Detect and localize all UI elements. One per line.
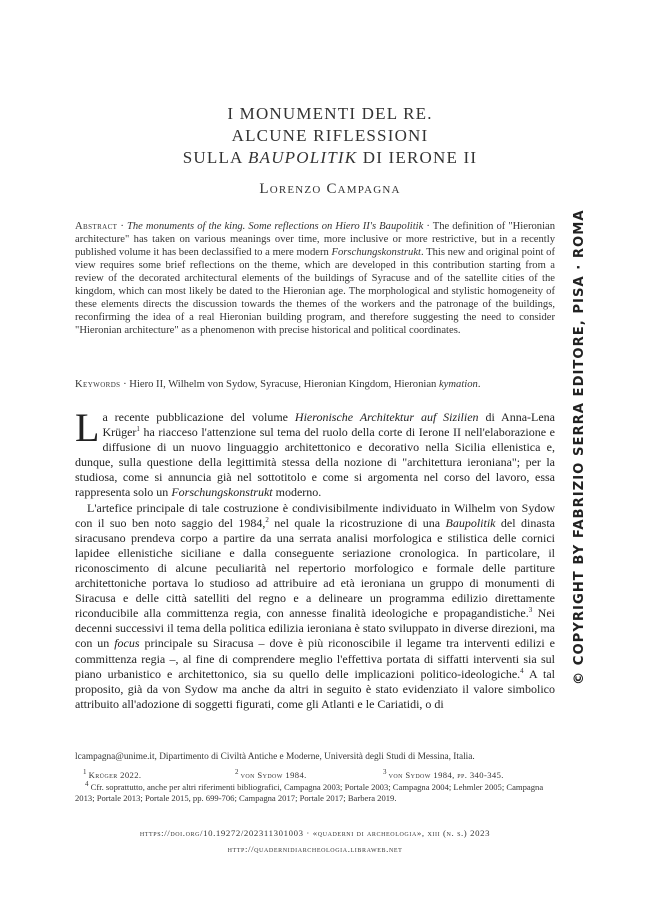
keywords-label: Keywords bbox=[75, 379, 121, 390]
footnote-ref-1[interactable]: 1 bbox=[136, 425, 140, 434]
p2-italic-2: focus bbox=[114, 636, 140, 651]
p2-text-d: Nei decenni successivi il tema della politica edilizia ieroniana è stato sviluppato in diverse direzioni, ma con un bbox=[75, 606, 555, 651]
abstract-label: Abstract bbox=[75, 221, 118, 232]
footnote-ref-3[interactable]: 3 bbox=[528, 606, 533, 615]
doi-footer: https://doi.org/10.19272/202311301003 · «quaderni di archeologia», xiii (n. s.) 2023 bbox=[139, 828, 491, 838]
drop-cap: L bbox=[75, 405, 100, 450]
footnote-ref-4[interactable]: 4 bbox=[520, 666, 524, 675]
author-name: Lorenzo Campagna bbox=[259, 181, 401, 197]
article-body bbox=[75, 405, 555, 712]
p2-italic-1: Baupolitik bbox=[445, 515, 496, 530]
footnote-3 bbox=[383, 770, 504, 781]
paragraph-1 bbox=[75, 405, 555, 501]
keywords-text: · Hiero II, Wilhelm von Sydow, Syracuse, Hieronian Kingdom, Hieronian bbox=[120, 379, 439, 390]
journal-url-footer: http://quadernidiarcheologia.libraweb.net bbox=[227, 844, 403, 854]
abstract-text-b: . This new and original point of view requires some brief reflections on the theme, which are developed in this contribution starting from a review of the decorated architectural elements of the buildings of Syracuse and of the satellite cities of the kingdom, which can most likely be dated to the Hieronian age. The morphological and stylistic homogeneity of these elements directs the discussion towards the themes of the workers and the patronage of the buildings, reconfirming the idea of a real Hieronian building program, and therefore suggesting the need to consider "Hieronian architecture" as a phenomenon with precise historical and political coordinates. bbox=[75, 247, 555, 336]
footnote-4 bbox=[75, 782, 555, 804]
footnote-3-text: von Sydow 1984, pp. 340-345. bbox=[388, 770, 504, 780]
abstract-separator: · bbox=[117, 221, 127, 232]
p2-text-a: L'artefice principale di tale costruzione è condivisibilmente individuato in Wilhelm von Sydow con il suo ben noto saggio del 1984, bbox=[75, 500, 555, 530]
p2-text-f: A tal proposito, già da von Sydow ma anche da altri in seguito è stato evidenziato il valore simbolico attribuito all'adozione di soggetti figurati, come gli Atlanti e le Cariatidi, o di bbox=[75, 666, 555, 711]
footnote-1-text: Krüger 2022. bbox=[88, 770, 142, 780]
abstract-text-a: · The definition of "Hieronian architecture" has taken on various meanings over time, more inclusive or more restrictive, but in a recently published volume it has been declassified to a mere modern bbox=[75, 221, 556, 258]
p2-text-b: nel quale la ricostruzione di una bbox=[268, 515, 446, 530]
p1-italic-1: Hieronische Architektur auf Sizilien bbox=[294, 410, 479, 424]
title-line-3 bbox=[60, 148, 600, 168]
title-line-1: I MONUMENTI DEL RE. bbox=[227, 104, 433, 123]
copyright-vertical: © COPYRIGHT BY FABRIZIO SERRA EDITORE, PISA · ROMA bbox=[572, 209, 587, 685]
footnote-3-number: 3 bbox=[383, 768, 387, 777]
footnote-2-number: 2 bbox=[235, 768, 239, 777]
footnote-ref-2[interactable]: 2 bbox=[265, 515, 269, 524]
footnote-2 bbox=[235, 770, 307, 781]
p2-text-e: principale su Siracusa – dove è più riconoscibile il legame tra interventi edilizi e committenza regia –, al fine di comprendere meglio l'effettiva portata di siffatti interventi sia sul piano urbanistico e architettonico, sia su quello delle implicazioni politico-ideologiche. bbox=[75, 636, 555, 681]
abstract-italic-term: Forschungskonstrukt bbox=[331, 247, 421, 258]
abstract bbox=[75, 220, 555, 337]
p1-text-c: ha riacceso l'attenzione sul tema del ruolo della corte di Ierone II nell'elaborazione e diffusione di un nuovo linguaggio architettonico e decorativo nella Sicilia ellenistica e, dunque, sulla questione della legittimità stessa della nozione di "architettura ieroniana"; per la studiosa, come si annuncia già nel sottotitolo e come si argomenta nel corso del lavoro, essa rappresenta solo un bbox=[75, 425, 555, 500]
keywords-italic: kymation bbox=[438, 379, 478, 390]
p2-text-c: del dinasta siracusano prendeva corpo a partire da una serrata analisi morfologica e stilistica delle cornici lapidee ellenistiche siciliane e dalla conseguente seriazione cronologica. In particolare, il riconoscimento di alcune peculiarità nel repertorio morfologico e formale delle partiture architettoniche portava lo studioso ad attribuire ad età ieroniana un gruppo di monumenti di Siracusa e delle città satelliti del regno e a delineare un programma edilizio direttamente riconducibile alla committenza regia, con annesse finalità ideologiche e propagandistiche. bbox=[75, 515, 555, 621]
keywords-end: . bbox=[477, 379, 481, 390]
p1-italic-2: Forschungskonstrukt bbox=[171, 485, 273, 500]
p1-text-d: moderno. bbox=[272, 485, 322, 500]
footnote-4-number: 4 bbox=[85, 780, 89, 789]
title-line-3-italic: BAUPOLITIK bbox=[248, 148, 358, 167]
p1-text-a: a recente pubblicazione del volume bbox=[102, 410, 295, 424]
keywords bbox=[75, 378, 555, 391]
footnote-4-text: Cfr. soprattutto, anche per altri riferimenti bibliografici, Campagna 2003; Portale 2003; Campagna 2004; Lehmler 2005; Campagna 2013; Portale 2013; Portale 2015, pp. 699-706; Campagna 2017; Portale 2017; Barbera 2019. bbox=[75, 782, 544, 803]
footnote-1-number: 1 bbox=[83, 768, 87, 777]
author-affiliation: lcampagna@unime.it, Dipartimento di Civiltà Antiche e Moderne, Università degli Studi di Messina, Italia. bbox=[75, 752, 475, 762]
title-line-3-pre: SULLA bbox=[182, 148, 249, 167]
title-line-2: ALCUNE RIFLESSIONI bbox=[231, 126, 429, 145]
title-line-3-post: DI IERONE II bbox=[357, 148, 478, 167]
footnote-1 bbox=[83, 770, 141, 781]
abstract-title: The monuments of the king. Some reflections on Hiero II's Baupolitik bbox=[126, 221, 424, 232]
p1-text-b: di Anna-Lena Krüger bbox=[102, 410, 555, 440]
paragraph-2 bbox=[75, 501, 555, 712]
footnote-2-text: von Sydow 1984. bbox=[240, 770, 307, 780]
